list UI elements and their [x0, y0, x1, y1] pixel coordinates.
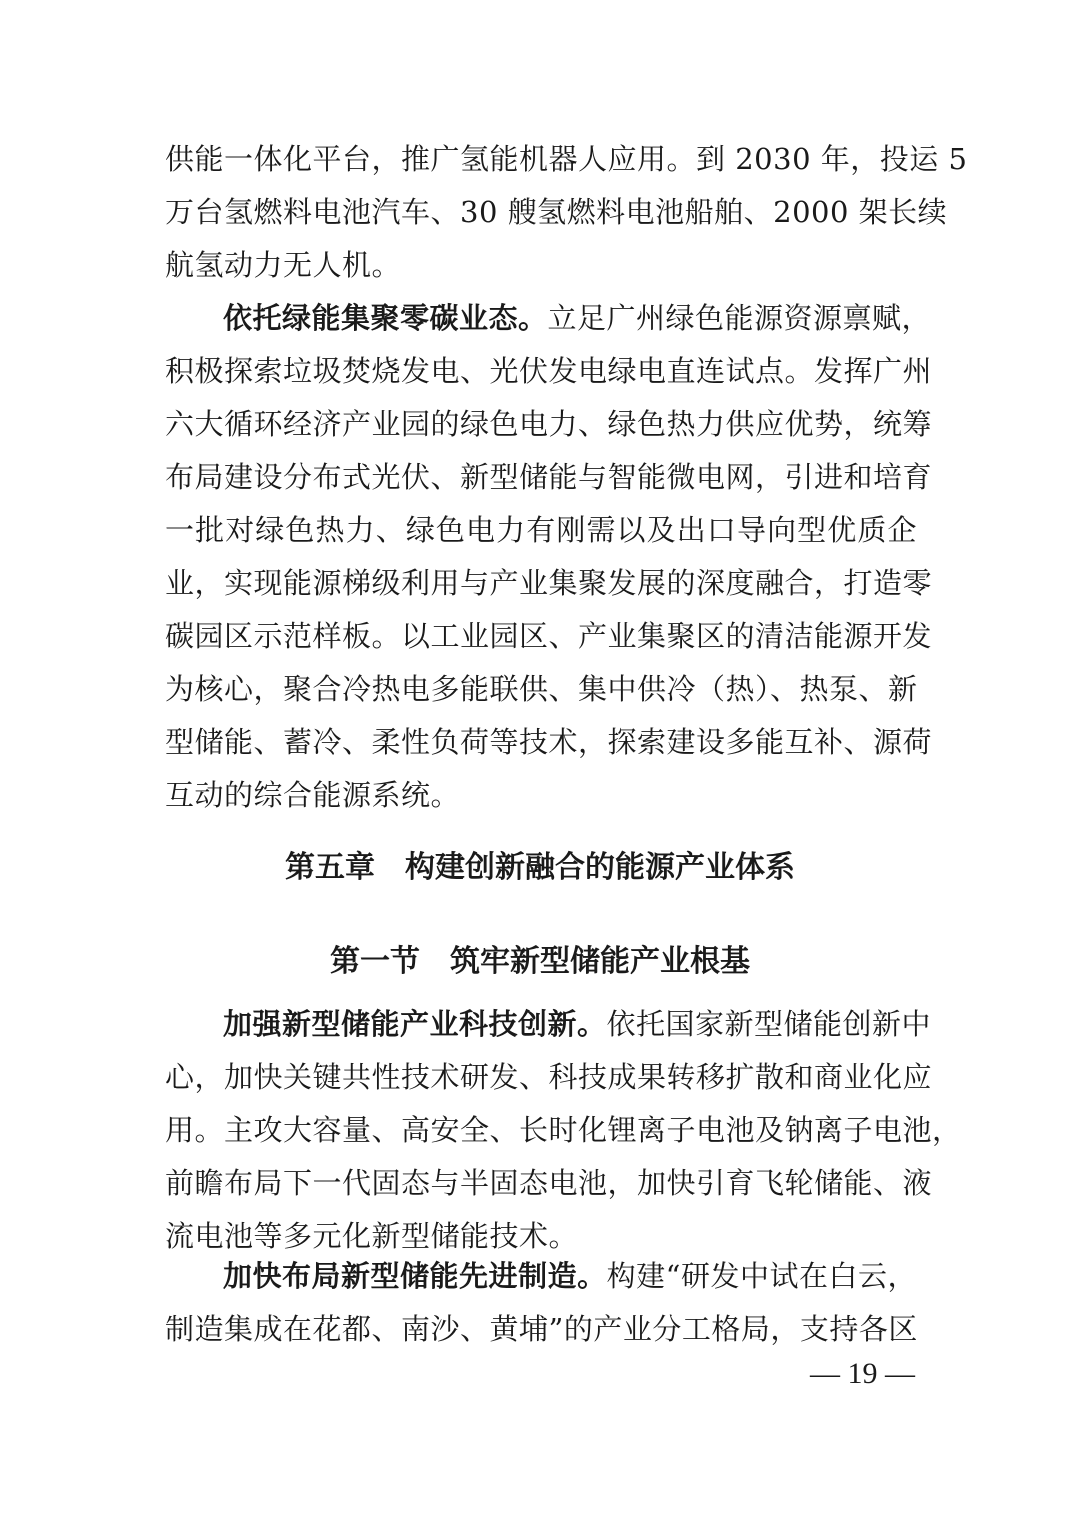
paragraph-line: 六大循环经济产业园的绿色电力、绿色热力供应优势，统筹: [165, 407, 933, 441]
paragraph-line: 积极探索垃圾焚烧发电、光伏发电绿电直连试点。发挥广州: [165, 354, 933, 388]
paragraph-line: 碳园区示范样板。以工业园区、产业集聚区的清洁能源开发: [165, 619, 933, 653]
paragraph-line: 万台氢燃料电池汽车、30 艘氢燃料电池船舶、2000 架长续: [165, 195, 948, 229]
paragraph-storage-manufacturing: [165, 1250, 917, 1356]
paragraph-first-line: [165, 1250, 917, 1303]
paragraph-line: 布局建设分布式光伏、新型储能与智能微电网，引进和培育: [165, 460, 933, 494]
section-heading: 第一节 筑牢新型储能产业根基: [330, 944, 750, 979]
paragraph-lead-title: 依托绿能集聚零碳业态。: [223, 301, 548, 335]
paragraph-line: 用。主攻大容量、高安全、长时化锂离子电池及钠离子电池，: [165, 1113, 962, 1147]
paragraph-lead-text: 立足广州绿色能源资源禀赋，: [547, 301, 932, 335]
paragraph-line: 心，加快关键共性技术研发、科技成果转移扩散和商业化应: [165, 1060, 933, 1094]
paragraph-lead-text: 依托国家新型储能创新中: [606, 1007, 932, 1041]
paragraph-line: 型储能、蓄冷、柔性负荷等技术，探索建设多能互补、源荷: [165, 725, 933, 759]
paragraph-lead-title: 加快布局新型储能先进制造。: [223, 1259, 607, 1293]
paragraph-storage-innovation: [165, 998, 962, 1263]
paragraph-line: 一批对绿色热力、绿色电力有刚需以及出口导向型优质企: [165, 513, 917, 547]
paragraph-line: 航氢动力无人机。: [165, 248, 402, 282]
paragraph-first-line: [165, 292, 932, 345]
paragraph-line: 互动的综合能源系统。: [165, 778, 461, 812]
paragraph-hydrogen-continuation: [165, 133, 968, 292]
chapter-heading: 第五章 构建创新融合的能源产业体系: [285, 850, 795, 885]
paragraph-line: 制造集成在花都、南沙、黄埔”的产业分工格局，支持各区: [165, 1312, 918, 1346]
paragraph-line: 为核心，聚合冷热电多能联供、集中供冷（热）、热泵、新: [165, 672, 918, 706]
paragraph-first-line: [165, 998, 932, 1051]
paragraph-green-energy-zero-carbon: [165, 292, 933, 822]
page-number: — 19 —: [810, 1357, 915, 1390]
paragraph-line: 前瞻布局下一代固态与半固态电池，加快引育飞轮储能、液: [165, 1166, 933, 1200]
paragraph-lead-title: 加强新型储能产业科技创新。: [223, 1007, 607, 1041]
paragraph-line: 流电池等多元化新型储能技术。: [165, 1219, 579, 1253]
paragraph-line: 供能一体化平台，推广氢能机器人应用。到 2030 年，投运 5: [165, 142, 968, 176]
paragraph-line: 业，实现能源梯级利用与产业集聚发展的深度融合，打造零: [165, 566, 933, 600]
paragraph-lead-text: 构建“研发中试在白云，: [606, 1259, 917, 1293]
